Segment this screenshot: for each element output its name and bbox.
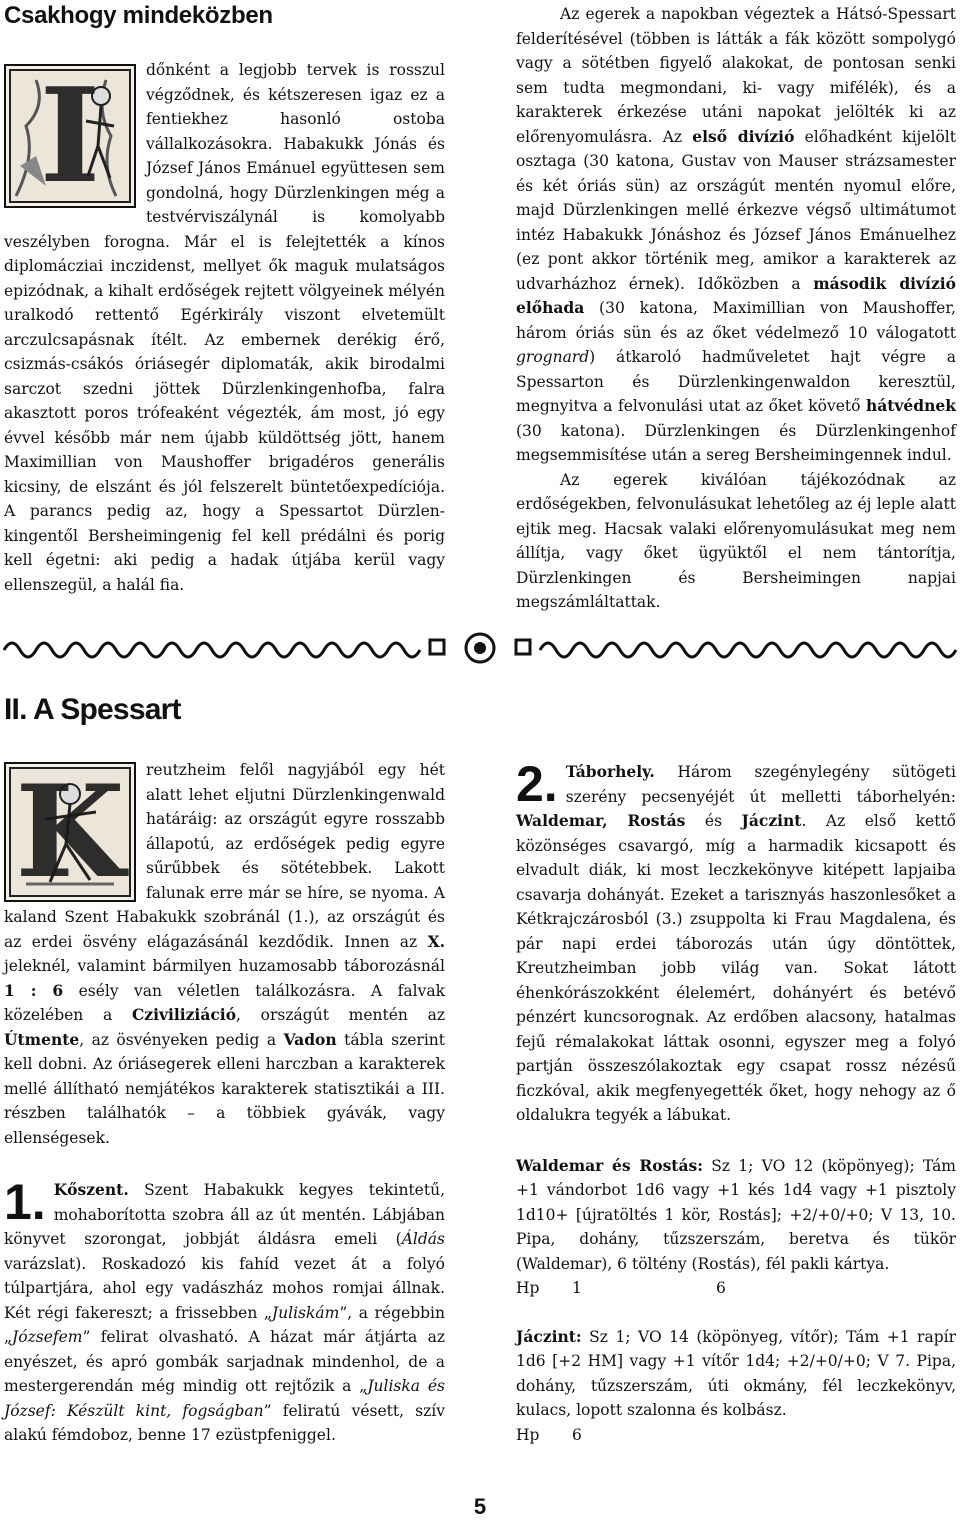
stat-name: Jáczint:	[516, 1326, 582, 1346]
stat-block-waldemar-rostas	[516, 1154, 956, 1301]
chapter-heading: Csakhogy mindeközben	[4, 2, 273, 29]
stat-block-jaczint	[516, 1325, 956, 1448]
text-run: Szent Habakukk kegyes tekintetű, mohaborította szobra áll az út mentén. Lábjában könyvet szorongat, jobbját áldásra emeli (	[4, 1181, 445, 1248]
spessart-column	[4, 758, 445, 1448]
cross-inscription-1: Juliskám	[271, 1303, 340, 1322]
text-run: jeleknél, valamint bármilyen huzamosabb táborozásnál	[4, 957, 445, 975]
blessing-spell-term: Áldás	[401, 1230, 445, 1248]
dropcap-letter: K	[15, 762, 125, 902]
npc-name-jaczint: Jáczint	[741, 811, 802, 830]
encounter-odds: 1 : 6	[4, 980, 64, 1000]
text-run: előhadként kijelölt osztaga (30 katona, Gustav von Mauser strázsamester és két óriás sün) az országút mentén nyomul előre, majd Dürzlenkingen mellé érkezve végső ultimátumot intéz Habakukk Jónáshoz és József János Emánuelhez (ez pont akkor történik meg, amikor a karakterek az udvarházhoz érnek). Időközben a	[516, 127, 956, 293]
text-run: , országút mentén az	[236, 1006, 445, 1024]
hp-value: 6	[572, 1425, 582, 1444]
ornamental-divider	[0, 626, 960, 670]
location-2-number: 2.	[516, 756, 558, 812]
text-run: (30 katona). Dürzlenkingen és Dürzlenkingenhof megsemmisítése után a sereg Bersheimingennek indul.	[516, 421, 956, 464]
stat-values: Sz 1; VO 12 (köpönyeg); Tám +1 vándorbot 1d6 vagy +1 kés 1d4 vagy +1 pisztoly 1d10+ [újratöltés 1 kör, Rostás]; +2/+0/+0; V 13, 10. Pipa, dohány, tűzszerszám, beretva és tükör (Waldemar), 6 töltény (Rostás), fél pakli kártya.	[516, 1156, 957, 1273]
wilderness-table-term: Vadon	[283, 1029, 337, 1049]
x-mark-term: X.	[427, 931, 445, 951]
text-run: ” feliratú vésett, szív alakú fémdoboz, benne 17 ezüstpfeniggel.	[4, 1401, 445, 1444]
stat-values: Sz 1; VO 14 (köpönyeg, vítőr); Tám +1 rapír 1d6 [+2 HM] vagy +1 vítőr 1d4; +2/+0/+0; V 7. Pipa, dohány, tűzszerszám, úti okmány, fél leczkekönyv, kulacs, lopott szalonna és kolbász.	[516, 1327, 956, 1419]
location-1-title: Kőszent.	[53, 1180, 129, 1199]
right-top-column	[516, 2, 956, 615]
rearguard-term: hátvédnek	[865, 396, 956, 415]
stat-text	[516, 1325, 956, 1423]
text-run: ” felirat olvasható. A házat már átjárta az enyészet, és apró gombák sarjadnak mindenhol, de a mestergerendán még mindig ott rejtőzik a „	[4, 1328, 445, 1395]
section-heading: II. A Spessart	[4, 693, 181, 726]
text-run: (30 katona, Maximillian von Maushoffer, három óriás sün és az őket védelmező 10 válogatott	[516, 299, 956, 342]
page-number: 5	[473, 1494, 487, 1519]
text-run: varázslat). Roskadozó kis fahíd vezet át a folyó túlpartjára, ahol egy vadászház mohos romjai állnak. Két régi fakereszt; a frissebben „	[4, 1254, 445, 1322]
hp-row	[516, 1276, 956, 1301]
dropcap-illustration-k	[4, 762, 136, 902]
cross-inscription-2: Józsefem	[12, 1328, 83, 1346]
roadside-table-term: Útmente	[4, 1029, 80, 1049]
text-run: és	[685, 812, 742, 830]
location-2-column	[516, 756, 957, 1447]
location-1-paragraph	[4, 1174, 445, 1448]
text-run: ”, a régebbin „	[4, 1303, 445, 1346]
intro-paragraph	[4, 58, 445, 597]
text-run: reutzheim felől nagyjából egy hét alatt lehet eljutni Dürzlenkingenwald határáig: az országút egyre rosszabb állapotú, az erdőségek pedig egyre sűrűbbek és sötétebbek. Lakott falunak erre már se híre, se nyoma. A kaland Szent Habakukk szobránál (1.), az országút és az erdei ösvény elágazásánál kezdődik. Innen az	[4, 761, 445, 951]
divider-center-ornament	[430, 634, 530, 662]
location-2-title: Táborhely.	[565, 762, 655, 781]
text-run: . Az első kettő közönséges csavargó, míg a harmadik kicsapott és elvadult diák, ki most leczkekönyve kitépett lapjaiba csavarja dohányát. Ezeket a tarisznyás haszonlesőket a Kétkrajczárosból (3.) zsuppolta ki Frau Magdalena, és pár napi erdei táborozás után úgy döntöttek, Kreutzheimban jobb világ van. Sokat látott éhenkórászokként élelemért, dohányért és betévő pénzért kuncsorognak. Az erdőben alacsony, hatalmas fejű rémalakokat láttak osonni, egyszer meg a folyó partján összeszólakoztak egy csapat rossz nézésű ficzkóval, akik megfenyegették őket, hogy nehogy az ő oldalukra tegyék a lábukat.	[516, 812, 957, 1124]
second-division-term: második divízió előhada	[516, 273, 956, 317]
hp-value: 1	[572, 1279, 582, 1297]
first-division-term: első divízió	[692, 126, 795, 146]
location-2-paragraph	[516, 756, 957, 1128]
hp-label: Hp	[516, 1425, 540, 1444]
grognard-term: grognard	[516, 348, 590, 366]
stat-name: Waldemar és Rostás:	[516, 1155, 703, 1175]
npc-names: Waldemar, Rostás	[516, 811, 686, 830]
text-run: , az ösvényeken pedig a	[79, 1030, 284, 1049]
civilization-table-term: Cziviliziáció	[131, 1005, 237, 1024]
dropcap-letter: I	[39, 64, 101, 208]
intro-text: dőnként a legjobb tervek is rosszul végződnek, és kétszeresen igaz ez a fentiekhez hasonló ostoba vállalkozásokra. Habakukk Jónás és József János Emánuel együttesen sem gondolná, hogy Dürzlenkingen még a testvérviszálynál is komolyabb veszélyben forogna. Már el is felejtették a kínos diplomácziai inczidenst, mellyet ők maguk mulatságos epizódnak, a kihalt erdőségek rejtett völgyeinek mélyén uralkodó rettentő Egérkirály viszont elvetemült arczulcsapásnak ítélt. Az embernek derékig érő, csizmás-csákós óriásegér diplomaták, akik birodalmi sarczot szedni jöttek Dürzlenkingenhofba, falra akasztott poros trófeaként végezték, ám most, jó egy évvel később már nem újabb küldöttség jött, hanem Maximillian von Maushoffer brigadéros generális kicsiny, de elszánt és jól felszerelt büntetőexpedíciója. A parancs pedig az, hogy a Spessartot Dürzlen-kingentől Bersheimingenig fel kell prédálni és porig kell égetni: aki pedig a hadak útjába kerül vagy ellenszegül, a halál fia.	[4, 61, 445, 594]
stat-text	[516, 1154, 956, 1277]
dropcap-illustration-i	[4, 64, 136, 208]
text-run: Az egerek a napokban végeztek a Hátsó-Spessart felderítésével (többen is látták a fák között sompolygó vagy a sötétben figyelő alakokat, de pontosan senki sem tudta megmondani, ki- vagy mifélék), és a karakterek érkezése utáni napokat jelölték ki az előrenyomulásra. Az	[516, 5, 956, 146]
egerek-paragraph-2: Az egerek kiválóan tájékozódnak az erdőségekben, felvonulásukat lehetőleg az éj leple alatt ejtik meg. Hacsak valaki előrenyomulásukat meg nem állítja, vagy őket ügyüktől el nem tántorítja, Dürzlenkingen és Bersheimingen napjai megszámláltattak.	[516, 470, 956, 611]
hp-label: Hp	[516, 1279, 540, 1297]
box-inscription: Juliska és József: Készült kint, fogságban	[4, 1377, 445, 1420]
text-run: esély van véletlen találkozásra. A falvak közelében a	[4, 981, 445, 1024]
hp-value: 6	[716, 1279, 726, 1297]
spessart-paragraph	[4, 758, 445, 1150]
egerek-paragraph-1	[516, 2, 956, 468]
text-run: Három szegénylegény sütögeti szerény pecsenyéjét út melletti táborhelyén:	[565, 763, 956, 806]
intro-column	[4, 58, 445, 597]
location-1-number: 1.	[4, 1174, 46, 1230]
hp-row	[516, 1423, 956, 1448]
text-run: tábla szerint kell dobni. Az óriásegerek elleni harczban a karakterek mellé állítható nemjátékos karakterek statisztikái a III. részben találhatók – a többiek gyávák, vagy ellenségesek.	[4, 1030, 445, 1147]
text-run: ) átkaroló hadműveletet hajt végre a Spessarton és Dürzlenkingenwaldon keresztül, megnyitva a felvonulási utat az őket követő	[516, 348, 956, 415]
